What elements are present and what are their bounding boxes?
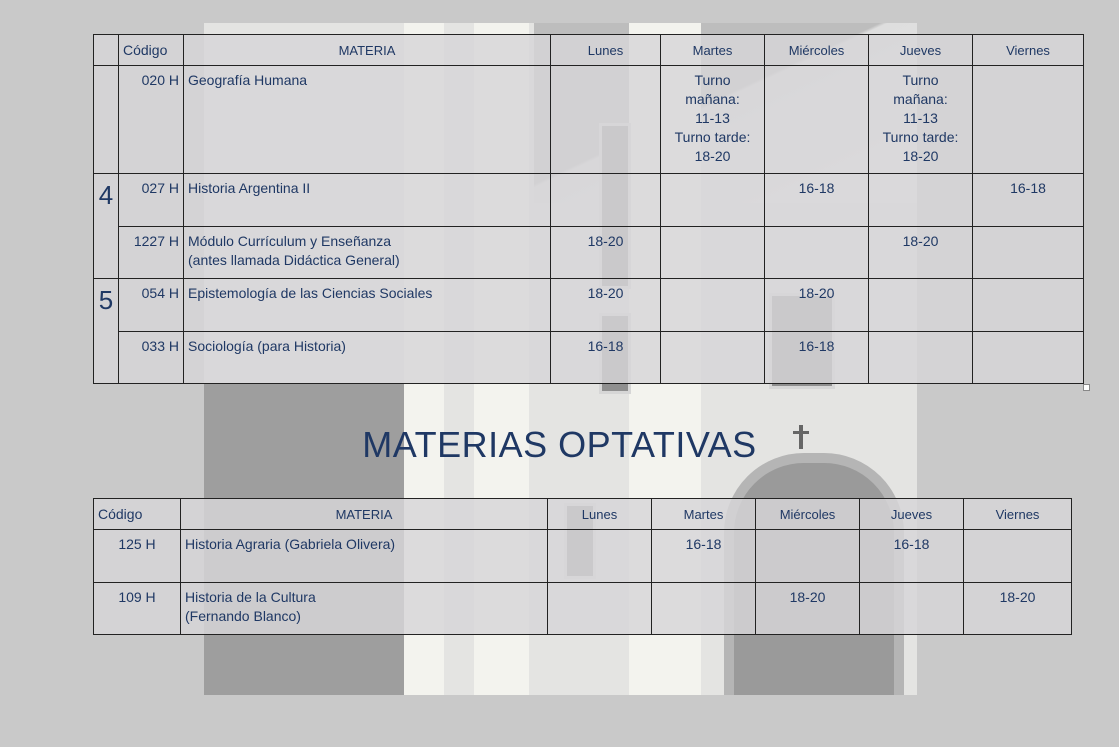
time-cell <box>551 174 661 227</box>
time-cell <box>860 583 964 635</box>
time-cell: 18-20 <box>551 227 661 279</box>
time-cell <box>973 279 1084 332</box>
time-cell: 16-18 <box>551 332 661 384</box>
time-cell: 18-20 <box>551 279 661 332</box>
time-cell <box>661 279 765 332</box>
time-cell: 18-20 <box>765 279 869 332</box>
time-cell <box>765 66 869 174</box>
day-header: Martes <box>661 35 765 66</box>
time-cell <box>652 583 756 635</box>
table-row <box>94 66 1084 174</box>
day-header: Martes <box>652 499 756 530</box>
time-cell: 18-20 <box>869 227 973 279</box>
time-cell <box>661 227 765 279</box>
time-cell <box>661 66 765 174</box>
table-resize-handle[interactable] <box>1083 384 1090 391</box>
table-row <box>94 227 1084 279</box>
day-header: Viernes <box>964 499 1072 530</box>
time-cell <box>869 332 973 384</box>
day-header: Miércoles <box>756 499 860 530</box>
code-cell: 125 H <box>94 530 181 583</box>
time-cell: 16-18 <box>973 174 1084 227</box>
turno-line: 11-13 <box>695 110 730 126</box>
turno-line: 11-13 <box>903 110 938 126</box>
time-cell <box>973 227 1084 279</box>
time-cell <box>869 174 973 227</box>
table-row <box>94 174 1084 227</box>
subject-cell: Geografía Humana <box>184 66 551 174</box>
day-header: Jueves <box>869 35 973 66</box>
subject-cell: Epistemología de las Ciencias Sociales <box>184 279 551 332</box>
table-row <box>94 332 1084 384</box>
day-header: Viernes <box>973 35 1084 66</box>
subject-cell <box>184 227 551 279</box>
time-cell <box>869 279 973 332</box>
code-cell: 109 H <box>94 583 181 635</box>
materia-header: MATERIA <box>181 499 548 530</box>
time-cell <box>973 66 1084 174</box>
code-cell: 020 H <box>119 66 184 174</box>
turno-line: Turno tarde: <box>882 129 959 145</box>
table-row <box>94 530 1072 583</box>
time-cell <box>973 332 1084 384</box>
time-cell: 16-18 <box>765 332 869 384</box>
time-cell <box>548 530 652 583</box>
turno-line: Turno tarde: <box>674 129 751 145</box>
year-cell: 5 <box>94 279 119 384</box>
turno-line: mañana: <box>893 91 948 107</box>
time-cell <box>756 530 860 583</box>
time-cell <box>661 174 765 227</box>
subject-line: (Fernando Blanco) <box>185 608 301 624</box>
section-title: MATERIAS OPTATIVAS <box>362 424 757 465</box>
subject-cell: Historia Argentina II <box>184 174 551 227</box>
turno-line: Turno <box>694 72 731 88</box>
time-cell: 16-18 <box>860 530 964 583</box>
year-cell <box>94 66 119 174</box>
subject-line: Historia de la Cultura <box>185 589 316 605</box>
time-cell: 18-20 <box>964 583 1072 635</box>
turno-line: 18-20 <box>902 148 939 164</box>
turno-line: Turno <box>902 72 939 88</box>
table-row <box>94 279 1084 332</box>
day-header: Lunes <box>551 35 661 66</box>
code-cell: 054 H <box>119 279 184 332</box>
time-cell <box>765 227 869 279</box>
time-cell <box>551 66 661 174</box>
time-cell <box>548 583 652 635</box>
subject-cell: Historia Agraria (Gabriela Olivera) <box>181 530 548 583</box>
time-cell <box>661 332 765 384</box>
optativas-table <box>93 498 1072 635</box>
time-cell: 16-18 <box>765 174 869 227</box>
day-header: Jueves <box>860 499 964 530</box>
year-header <box>94 35 119 66</box>
turno-line: mañana: <box>685 91 740 107</box>
table-row <box>94 583 1072 635</box>
materia-header: MATERIA <box>184 35 551 66</box>
turno-line: 18-20 <box>694 148 731 164</box>
time-cell: 16-18 <box>652 530 756 583</box>
day-header: Miércoles <box>765 35 869 66</box>
code-cell: 1227 H <box>119 227 184 279</box>
header-row <box>94 35 1084 66</box>
time-cell <box>869 66 973 174</box>
time-cell <box>964 530 1072 583</box>
subject-line: (antes llamada Didáctica General) <box>188 252 400 268</box>
time-cell: 18-20 <box>756 583 860 635</box>
code-cell: 027 H <box>119 174 184 227</box>
day-header: Lunes <box>548 499 652 530</box>
subject-line: Módulo Currículum y Enseñanza <box>188 233 392 249</box>
subject-cell: Sociología (para Historia) <box>184 332 551 384</box>
year-cell: 4 <box>94 174 119 279</box>
schedule-table <box>93 34 1084 384</box>
codigo-header: Código <box>94 499 181 530</box>
code-cell: 033 H <box>119 332 184 384</box>
codigo-header: Código <box>119 35 184 66</box>
subject-cell <box>181 583 548 635</box>
header-row <box>94 499 1072 530</box>
